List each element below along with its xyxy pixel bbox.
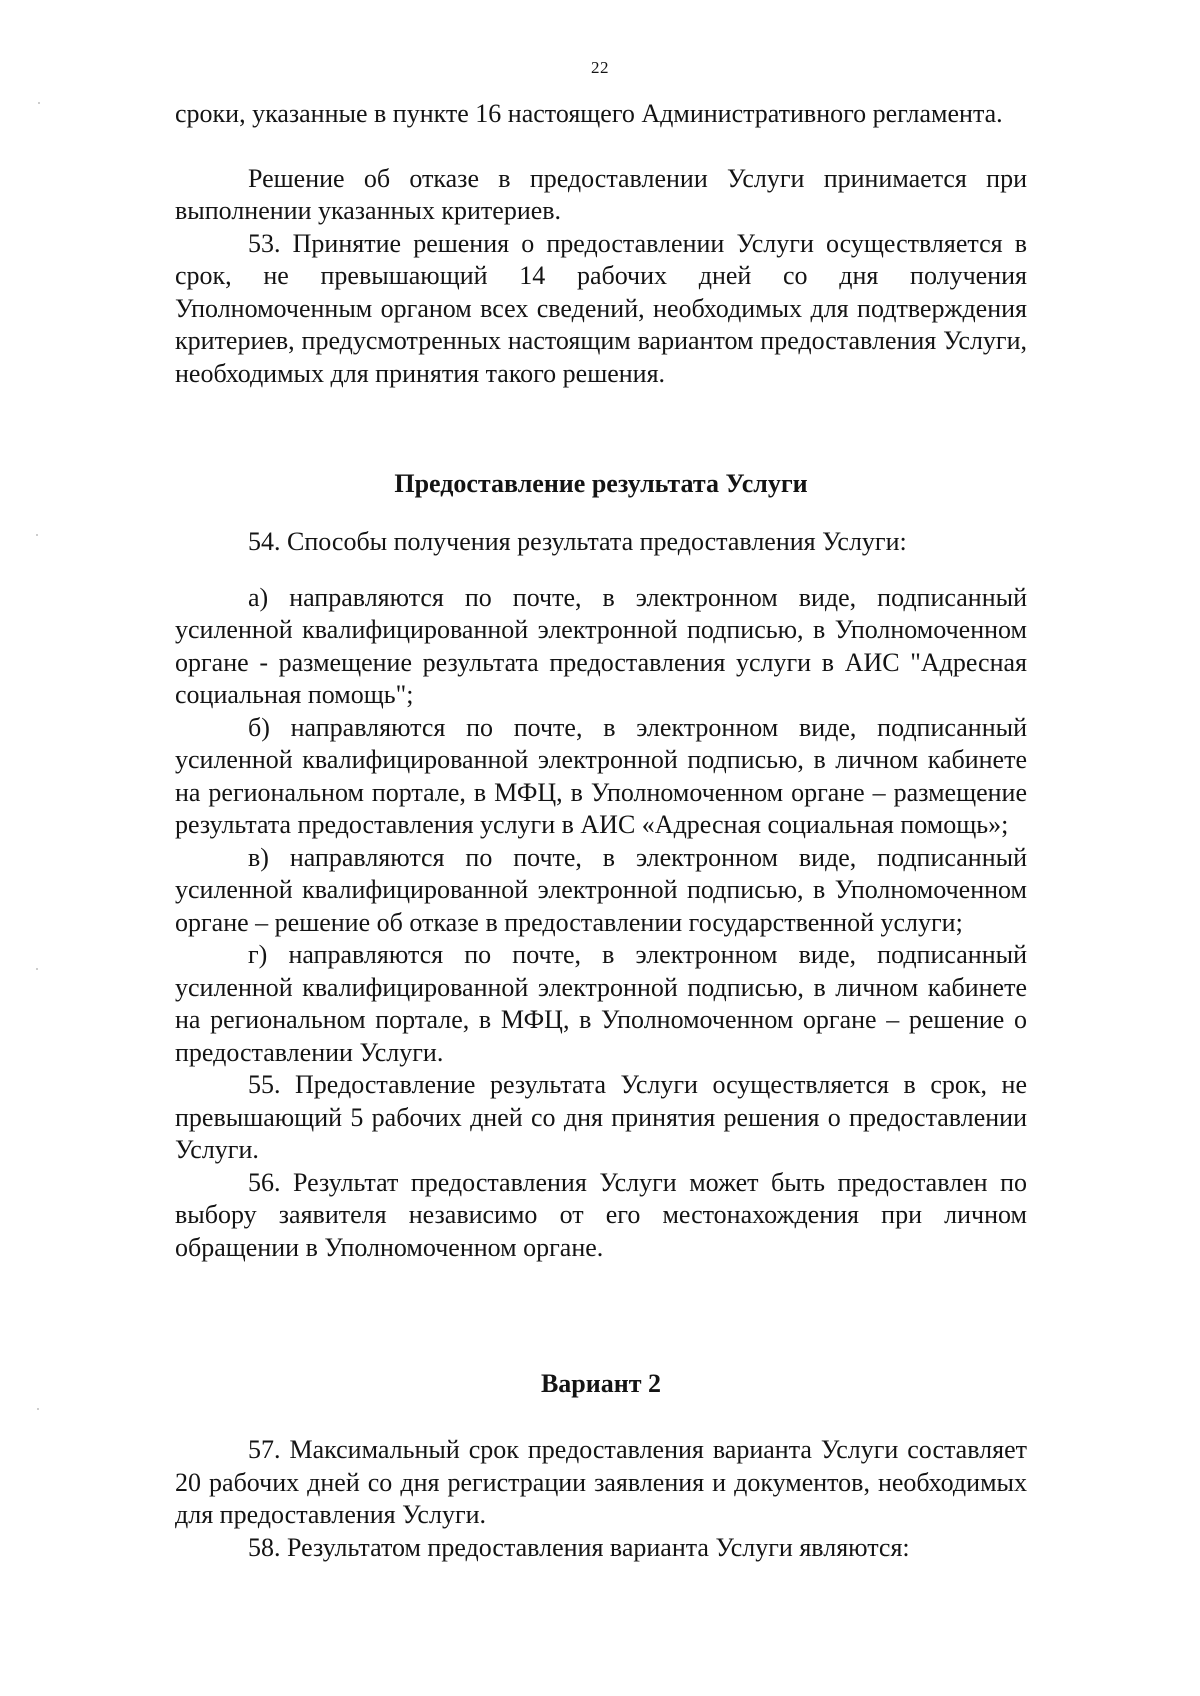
paragraph-item-54-a: а) направляются по почте, в электронном виде, подписанный усиленной квалифицированной электронной подписью, в Уполномоченном органе - размещение результата предоставления услуги в АИС "Адресная социальная помощь"; [175,582,1027,709]
text-block-top [175,98,1027,390]
paragraph-item-54-g: г) направляются по почте, в электронном виде, подписанный усиленной квалифицированной электронной подписью, в личном кабинете на региональном портале, в МФЦ, в Уполномоченном органе – решение о предоставлении Услуги. [175,940,1027,1067]
scan-speck [36,534,38,536]
scan-speck [37,1408,39,1410]
variant-heading-block [175,1368,1027,1401]
paragraph-decision: Решение об отказе в предоставлении Услуги принимается при выполнении указанных критериев. [175,163,1027,225]
section-heading-block [175,468,1027,501]
paragraph-item-53: 53. Принятие решения о предоставлении Услуги осуществляется в срок, не превышающий 14 рабочих дней со дня получения Уполномоченным органом всех сведений, необходимых для подтверждения критериев, предусмотренных настоящим вариантом предоставления Услуги, необходимых для принятия такого решения. [175,228,1027,388]
paragraph-item-56: 56. Результат предоставления Услуги может быть предоставлен по выбору заявителя независимо от его местонахождения при личном обращении в Уполномоченном органе. [175,1167,1027,1262]
page-number: 22 [591,58,609,77]
variant-heading: Вариант 2 [540,1369,662,1398]
paragraph-item-54-b: б) направляются по почте, в электронном виде, подписанный усиленной квалифицированной электронной подписью, в личном кабинете на региональном портале, в МФЦ, в Уполномоченном органе – размещение результата предоставления услуги в АИС «Адресная социальная помощь»; [175,712,1027,839]
paragraph-intro: сроки, указанные в пункте 16 настоящего Административного регламента. [175,99,1003,128]
paragraph-item-57: 57. Максимальный срок предоставления варианта Услуги составляет 20 рабочих дней со дня регистрации заявления и документов, необходимых для предоставления Услуги. [175,1435,1027,1529]
scan-speck [38,102,40,104]
scan-speck [36,968,38,970]
text-block-middle [175,526,1027,1264]
paragraph-item-55: 55. Предоставление результата Услуги осуществляется в срок, не превышающий 5 рабочих дней со дня принятия решения о предоставлении Услуги. [175,1070,1027,1164]
paragraph-item-54: 54. Способы получения результата предоставления Услуги: [248,527,907,556]
paragraph-item-54-v: в) направляются по почте, в электронном виде, подписанный усиленной квалифицированной электронной подписью, в Уполномоченном органе – решение об отказе в предоставлении государственной услуги; [175,842,1027,937]
section-heading: Предоставление результата Услуги [394,469,808,498]
text-block-bottom [175,1434,1027,1564]
paragraph-item-58: 58. Результатом предоставления варианта Услуги являются: [248,1532,910,1562]
